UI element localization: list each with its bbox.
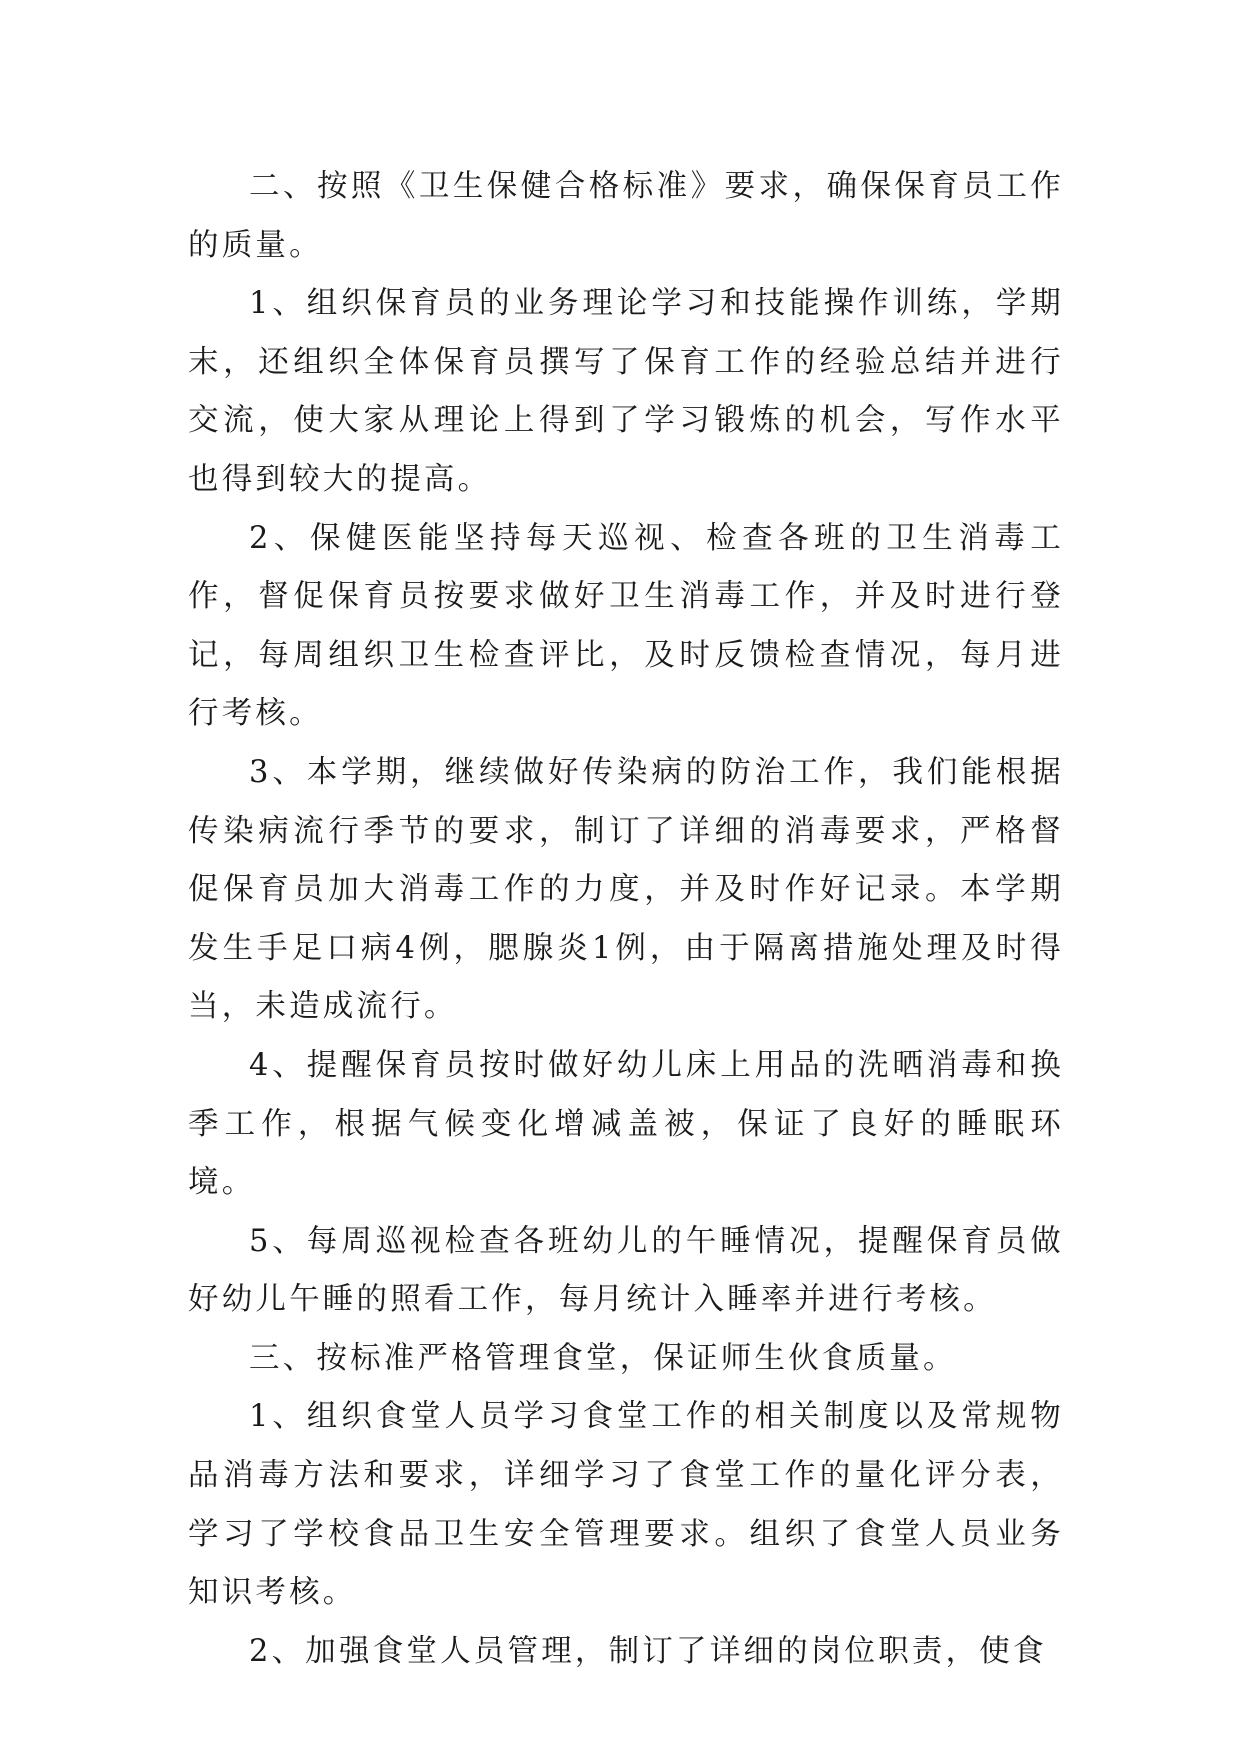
paragraph-2-4: 4、提醒保育员按时做好幼儿床上用品的洗晒消毒和换季工作，根据气候变化增减盖被，保证了良好的睡眠环境。 bbox=[188, 1047, 1064, 1201]
paragraph-3-1: 1、组织食堂人员学习食堂工作的相关制度以及常规物品消毒方法和要求，详细学习了食堂工作的量化评分表，学习了学校食品卫生安全管理要求。组织了食堂人员业务知识考核。 bbox=[188, 1399, 1064, 1611]
paragraph-2-1: 1、组织保育员的业务理论学习和技能操作训练，学期末，还组织全体保育员撰写了保育工作的经验总结并进行交流，使大家从理论上得到了学习锻炼的机会，写作水平也得到较大的提高。 bbox=[188, 286, 1064, 497]
document-body bbox=[188, 158, 1064, 1681]
paragraph-2-2: 2、保健医能坚持每天巡视、检查各班的卫生消毒工作，督促保育员按要求做好卫生消毒工作，并及时进行登记，每周组织卫生检查评比，及时反馈检查情况，每月进行考核。 bbox=[188, 520, 1064, 732]
paragraph-3-2: 2、加强食堂人员管理，制订了详细的岗位职责，使食 bbox=[249, 1633, 1047, 1669]
section-heading-3: 三、按标准严格管理食堂，保证师生伙食质量。 bbox=[249, 1340, 957, 1376]
paragraph-2-5: 5、每周巡视检查各班幼儿的午睡情况，提醒保育员做好幼儿午睡的照看工作，每月统计入睡率并进行考核。 bbox=[188, 1223, 1064, 1318]
paragraph-2-3: 3、本学期，继续做好传染病的防治工作，我们能根据传染病流行季节的要求，制订了详细的消毒要求，严格督促保育员加大消毒工作的力度，并及时作好记录。本学期发生手足口病4例，腮腺炎1例，由于隔离措施处理及时得当，未造成流行。 bbox=[188, 754, 1064, 1025]
section-heading-2: 二、按照《卫生保健合格标准》要求，确保保育员工作的质量。 bbox=[188, 169, 1064, 263]
